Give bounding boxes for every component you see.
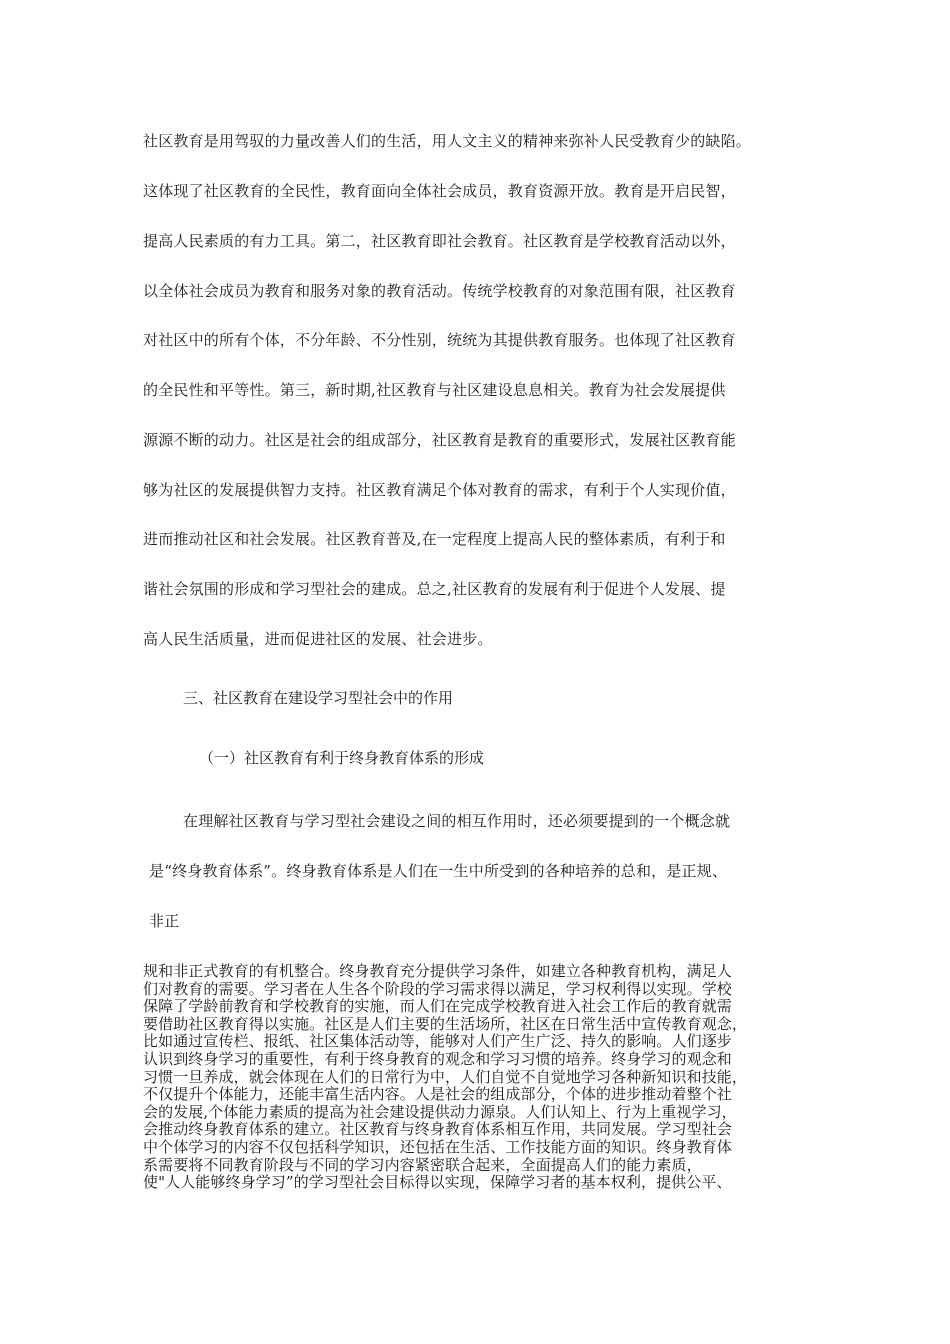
body-line-4: 以全体社会成员为教育和服务对象的教育活动。传统学校教育的对象范围有限，社区教育 — [143, 282, 736, 300]
body-line-6: 的全民性和平等性。第三，新时期,社区教育与社区建设息息相关。教育为社会发展提供 — [143, 381, 726, 399]
dense-line-4: 要借助社区教育得以实施。社区是人们主要的生活场所，社区在日常生活中宣传教育观念， — [143, 1014, 748, 1033]
body-line-8: 够为社区的发展提供智力支持。社区教育满足个体对教育的需求，有利于个人实现价值， — [143, 481, 736, 499]
body-line-9: 进而推动社区和社会发展。社区教育普及,在一定程度上提高人民的整体素质，有利于和 — [143, 530, 726, 548]
paragraph2-line-3: 非正 — [149, 912, 180, 930]
dense-line-7: 习惯一旦养成，就会体现在人们的日常行为中，人们自觉不自觉地学习各种新知识和技能， — [143, 1067, 748, 1086]
section-heading: 三、社区教育在建设学习型社会中的作用 — [183, 689, 454, 707]
body-line-11: 高人民生活质量，进而促进社区的发展、社会进步。 — [143, 630, 493, 648]
paragraph2-line-2: 是“终身教育体系”。终身教育体系是人们在一生中所受到的各种培养的总和，是正规、 — [149, 862, 728, 880]
dense-line-12: 系需要将不同教育阶段与不同的学习内容紧密联合起来，全面提高人们的能力素质， — [143, 1155, 702, 1174]
dense-line-5: 比如通过宣传栏、报纸、社区集体活动等，能够对人们产生广泛、持久的影响。人们逐步 — [143, 1032, 732, 1051]
dense-line-11: 中个体学习的内容不仅包括科学知识，还包括在生活、工作技能方面的知识。终身教育体 — [143, 1137, 732, 1156]
dense-line-10: 会推动终身教育体系的建立。社区教育与终身教育体系相互作用，共同发展。学习型社会 — [143, 1120, 732, 1139]
dense-line-3: 保障了学龄前教育和学校教育的实施，而人们在完成学校教育进入社会工作后的教育就需 — [143, 997, 732, 1016]
dense-line-9: 会的发展,个体能力素质的提高为社会建设提供动力源泉。人们认知上、行为上重视学习， — [143, 1102, 737, 1121]
dense-line-13: 使"人人能够终身学习”的学习型社会目标得以实现，保障学习者的基本权利，提供公平、 — [143, 1173, 732, 1192]
body-line-7: 源源不断的动力。社区是社会的组成部分，社区教育是教育的重要形式，发展社区教育能 — [143, 431, 736, 449]
body-line-2: 这体现了社区教育的全民性，教育面向全体社会成员，教育资源开放。教育是开启民智， — [143, 182, 736, 200]
body-line-3: 提高人民素质的有力工具。第二，社区教育即社会教育。社区教育是学校教育活动以外， — [143, 232, 736, 250]
paragraph2-line-1: 在理解社区教育与学习型社会建设之间的相互作用时，还必须要提到的一个概念就 — [183, 812, 731, 830]
dense-line-1: 规和非正式教育的有机整合。终身教育充分提供学习条件，如建立各种教育机构，满足人 — [143, 962, 732, 980]
dense-line-8: 不仅提升个体能力，还能丰富生活内容。人是社会的组成部分，个体的进步推动着整个社 — [143, 1085, 732, 1104]
body-line-1: 社区教育是用驾驭的力量改善人们的生活，用人文主义的精神来弥补人民受教育少的缺陷。 — [143, 132, 752, 150]
body-line-5: 对社区中的所有个体，不分年龄、不分性别，统统为其提供教育服务。也体现了社区教育 — [143, 331, 736, 349]
body-line-10: 谐社会氛围的形成和学习型社会的建成。总之,社区教育的发展有利于促进个人发展、提 — [143, 580, 726, 598]
dense-line-6: 认识到终身学习的重要性，有利于终身教育的观念和学习习惯的培养。终身学习的观念和 — [143, 1049, 732, 1068]
dense-paragraph — [143, 963, 833, 1192]
dense-line-2: 们对教育的需要。学习者在人生各个阶段的学习需求得以满足，学习权利得以实现。学校 — [143, 979, 732, 998]
subsection-heading: （一）社区教育有利于终身教育体系的形成 — [199, 749, 485, 767]
